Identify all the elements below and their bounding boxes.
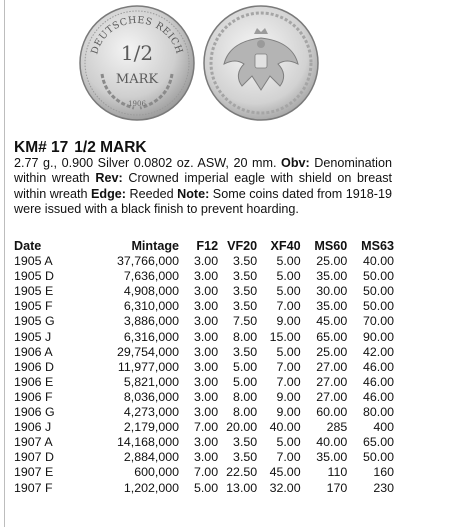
cell-ms60: 110: [327, 465, 348, 480]
cell-ms60: 45.00: [316, 314, 348, 329]
cell-xf40: 7.00: [276, 374, 301, 389]
obv-label: Obv:: [281, 156, 310, 170]
table-body: [14, 254, 394, 496]
cell-ms63: 230: [373, 480, 394, 495]
cell-vf20: 13.00: [226, 480, 258, 495]
cell-mintage: 37,766,000: [117, 254, 180, 269]
cell-mintage: 2,884,000: [123, 450, 180, 465]
cell-date: 1906 D: [14, 359, 54, 374]
cell-f12: 3.00: [193, 359, 219, 374]
cell-ms63: 400: [373, 420, 394, 435]
cell-ms63: 50.00: [362, 450, 394, 465]
cell-vf20: 5.00: [233, 359, 258, 374]
coin-reverse-image: [202, 4, 320, 122]
header-mintage: Mintage: [131, 239, 180, 253]
cell-date: 1905 E: [14, 284, 54, 299]
cell-mintage: 11,977,000: [117, 359, 180, 374]
header-ms60: MS60: [314, 239, 348, 253]
cell-xf40: 32.00: [269, 480, 301, 495]
cell-mintage: 14,168,000: [117, 435, 180, 450]
cell-xf40: 5.00: [276, 344, 301, 359]
cell-date: 1907 D: [14, 450, 54, 465]
cell-mintage: 8,036,000: [123, 389, 180, 404]
cell-xf40: 7.00: [276, 299, 301, 314]
coin-obverse-image: [78, 4, 196, 122]
cell-xf40: 5.00: [276, 269, 301, 284]
cell-ms60: 35.00: [316, 299, 348, 314]
cell-vf20: 3.50: [233, 254, 258, 269]
cell-f12: 3.00: [193, 314, 219, 329]
table-row: [14, 405, 394, 420]
edge-label: Edge:: [91, 186, 126, 201]
obverse-fraction: 1/2: [120, 41, 154, 65]
cell-date: 1906 J: [14, 420, 52, 435]
cell-date: 1906 E: [14, 374, 54, 389]
cell-xf40: 7.00: [276, 450, 301, 465]
header-f12: F12: [196, 239, 219, 253]
cell-xf40: 9.00: [276, 314, 301, 329]
note-text: Some coins dated from 1918-19 were issued with a black finish to prevent hoarding.: [14, 186, 393, 216]
cell-xf40: 5.00: [276, 254, 301, 269]
cell-ms60: 27.00: [316, 374, 348, 389]
table-row: [14, 435, 394, 450]
note-label: Note:: [177, 186, 210, 201]
imperial-eagle-icon: [202, 4, 320, 122]
cell-date: 1906 A: [14, 344, 53, 359]
cell-date: 1906 G: [14, 405, 55, 420]
cell-mintage: 4,908,000: [123, 284, 180, 299]
cell-ms63: 90.00: [362, 329, 394, 344]
cell-f12: 3.00: [193, 299, 219, 314]
cell-ms63: 42.00: [362, 344, 394, 359]
obverse-denomination: MARK: [115, 72, 159, 87]
cell-xf40: 7.00: [276, 359, 301, 374]
cell-f12: 3.00: [193, 269, 219, 284]
table-row: [14, 481, 394, 496]
cell-ms63: 40.00: [362, 254, 394, 269]
cell-f12: 3.00: [193, 254, 219, 269]
cell-ms60: 40.00: [316, 435, 348, 450]
cell-vf20: 3.50: [233, 435, 258, 450]
cell-ms63: 65.00: [362, 435, 394, 450]
cell-mintage: 6,316,000: [123, 329, 180, 344]
cell-mintage: 4,273,000: [123, 405, 180, 420]
cell-f12: 3.00: [193, 405, 219, 420]
obv-text: Denomination within wreath: [14, 156, 392, 186]
coin-specs: 2.77 g., 0.900 Silver 0.0802 oz. ASW, 20 mm.: [14, 156, 277, 170]
cell-xf40: 5.00: [276, 284, 301, 299]
table-row: [14, 360, 394, 375]
cell-xf40: 9.00: [276, 405, 301, 420]
cell-ms60: 25.00: [316, 344, 348, 359]
cell-f12: 3.00: [193, 450, 219, 465]
cell-vf20: 5.00: [233, 374, 258, 389]
km-number: KM# 17: [14, 139, 69, 156]
cell-mintage: 6,310,000: [123, 299, 180, 314]
cell-f12: 3.00: [193, 284, 219, 299]
coin-name: 1/2 MARK: [74, 139, 147, 156]
cell-vf20: 3.50: [233, 344, 258, 359]
cell-date: 1907 F: [14, 480, 53, 495]
cell-vf20: 7.50: [233, 314, 258, 329]
cell-ms60: 30.00: [316, 284, 348, 299]
table-row: [14, 269, 394, 284]
cell-ms63: 46.00: [362, 389, 394, 404]
cell-vf20: 3.50: [233, 284, 258, 299]
cell-xf40: 45.00: [269, 465, 301, 480]
cell-ms63: 80.00: [362, 405, 394, 420]
cell-ms63: 50.00: [362, 299, 394, 314]
cell-f12: 7.00: [193, 420, 219, 435]
cell-xf40: 9.00: [276, 389, 301, 404]
cell-mintage: 7,636,000: [123, 269, 180, 284]
cell-mintage: 600,000: [134, 465, 180, 480]
obverse-legend: DEUTSCHES REICH: [89, 14, 185, 56]
cell-ms60: 65.00: [316, 329, 348, 344]
cell-ms60: 60.00: [316, 405, 348, 420]
rev-text: Crowned imperial eagle with shield on breast within wreath: [14, 171, 393, 201]
cell-date: 1906 F: [14, 389, 53, 404]
listing-description: [14, 156, 392, 217]
cell-date: 1907 A: [14, 435, 53, 450]
cell-vf20: 8.00: [233, 329, 258, 344]
cell-vf20: 3.50: [233, 450, 258, 465]
cell-ms60: 285: [326, 420, 348, 435]
cell-ms63: 70.00: [362, 314, 394, 329]
table-row: [14, 345, 394, 360]
cell-ms63: 50.00: [362, 269, 394, 284]
cell-ms60: 35.00: [316, 269, 348, 284]
cell-f12: 3.00: [193, 389, 219, 404]
table-row: [14, 330, 394, 345]
cell-date: 1905 G: [14, 314, 55, 329]
coin-images: [78, 4, 318, 124]
cell-mintage: 2,179,000: [123, 420, 180, 435]
table-row: [14, 420, 394, 435]
cell-vf20: 3.50: [233, 269, 258, 284]
cell-f12: 3.00: [193, 344, 219, 359]
cell-vf20: 8.00: [233, 405, 258, 420]
cell-xf40: 40.00: [269, 420, 301, 435]
cell-ms63: 160: [373, 465, 394, 480]
header-xf40: XF40: [270, 239, 301, 253]
table-header-row: [14, 239, 394, 254]
mintage-table: [14, 239, 394, 496]
cell-date: 1905 D: [14, 269, 54, 284]
cell-mintage: 1,202,000: [123, 480, 180, 495]
cell-vf20: 22.50: [226, 465, 258, 480]
table-row: [14, 284, 394, 299]
header-date: Date: [14, 239, 42, 253]
table-row: [14, 450, 394, 465]
table-row: [14, 465, 394, 480]
table-row: [14, 299, 394, 314]
cell-ms63: 46.00: [362, 374, 394, 389]
edge-text: Reeded: [129, 186, 174, 201]
cell-vf20: 8.00: [233, 389, 258, 404]
cell-ms60: 27.00: [316, 359, 348, 374]
listing-title: [14, 139, 147, 157]
cell-date: 1907 E: [14, 465, 54, 480]
cell-xf40: 5.00: [276, 435, 301, 450]
cell-f12: 3.00: [193, 435, 219, 450]
table-row: [14, 375, 394, 390]
cell-mintage: 3,886,000: [123, 314, 180, 329]
cell-mintage: 5,821,000: [123, 374, 180, 389]
cell-xf40: 15.00: [269, 329, 301, 344]
cell-ms63: 46.00: [362, 359, 394, 374]
cell-vf20: 3.50: [233, 299, 258, 314]
rev-label: Rev:: [95, 171, 123, 186]
cell-mintage: 29,754,000: [117, 344, 180, 359]
table-row: [14, 254, 394, 269]
cell-date: 1905 A: [14, 254, 53, 269]
cell-f12: 3.00: [193, 374, 219, 389]
cell-vf20: 20.00: [226, 420, 258, 435]
cell-ms60: 35.00: [316, 450, 348, 465]
cell-date: 1905 J: [14, 329, 52, 344]
header-ms63: MS63: [361, 239, 394, 253]
table-row: [14, 390, 394, 405]
header-vf20: VF20: [227, 239, 258, 253]
cell-ms60: 27.00: [316, 389, 348, 404]
cell-ms60: 170: [326, 480, 348, 495]
obverse-date: 1906: [128, 100, 146, 108]
cell-f12: 7.00: [193, 465, 219, 480]
cell-f12: 3.00: [193, 329, 219, 344]
cell-date: 1905 F: [14, 299, 53, 314]
cell-ms63: 50.00: [362, 284, 394, 299]
table-row: [14, 314, 394, 329]
cell-f12: 5.00: [193, 480, 219, 495]
cell-ms60: 25.00: [316, 254, 348, 269]
